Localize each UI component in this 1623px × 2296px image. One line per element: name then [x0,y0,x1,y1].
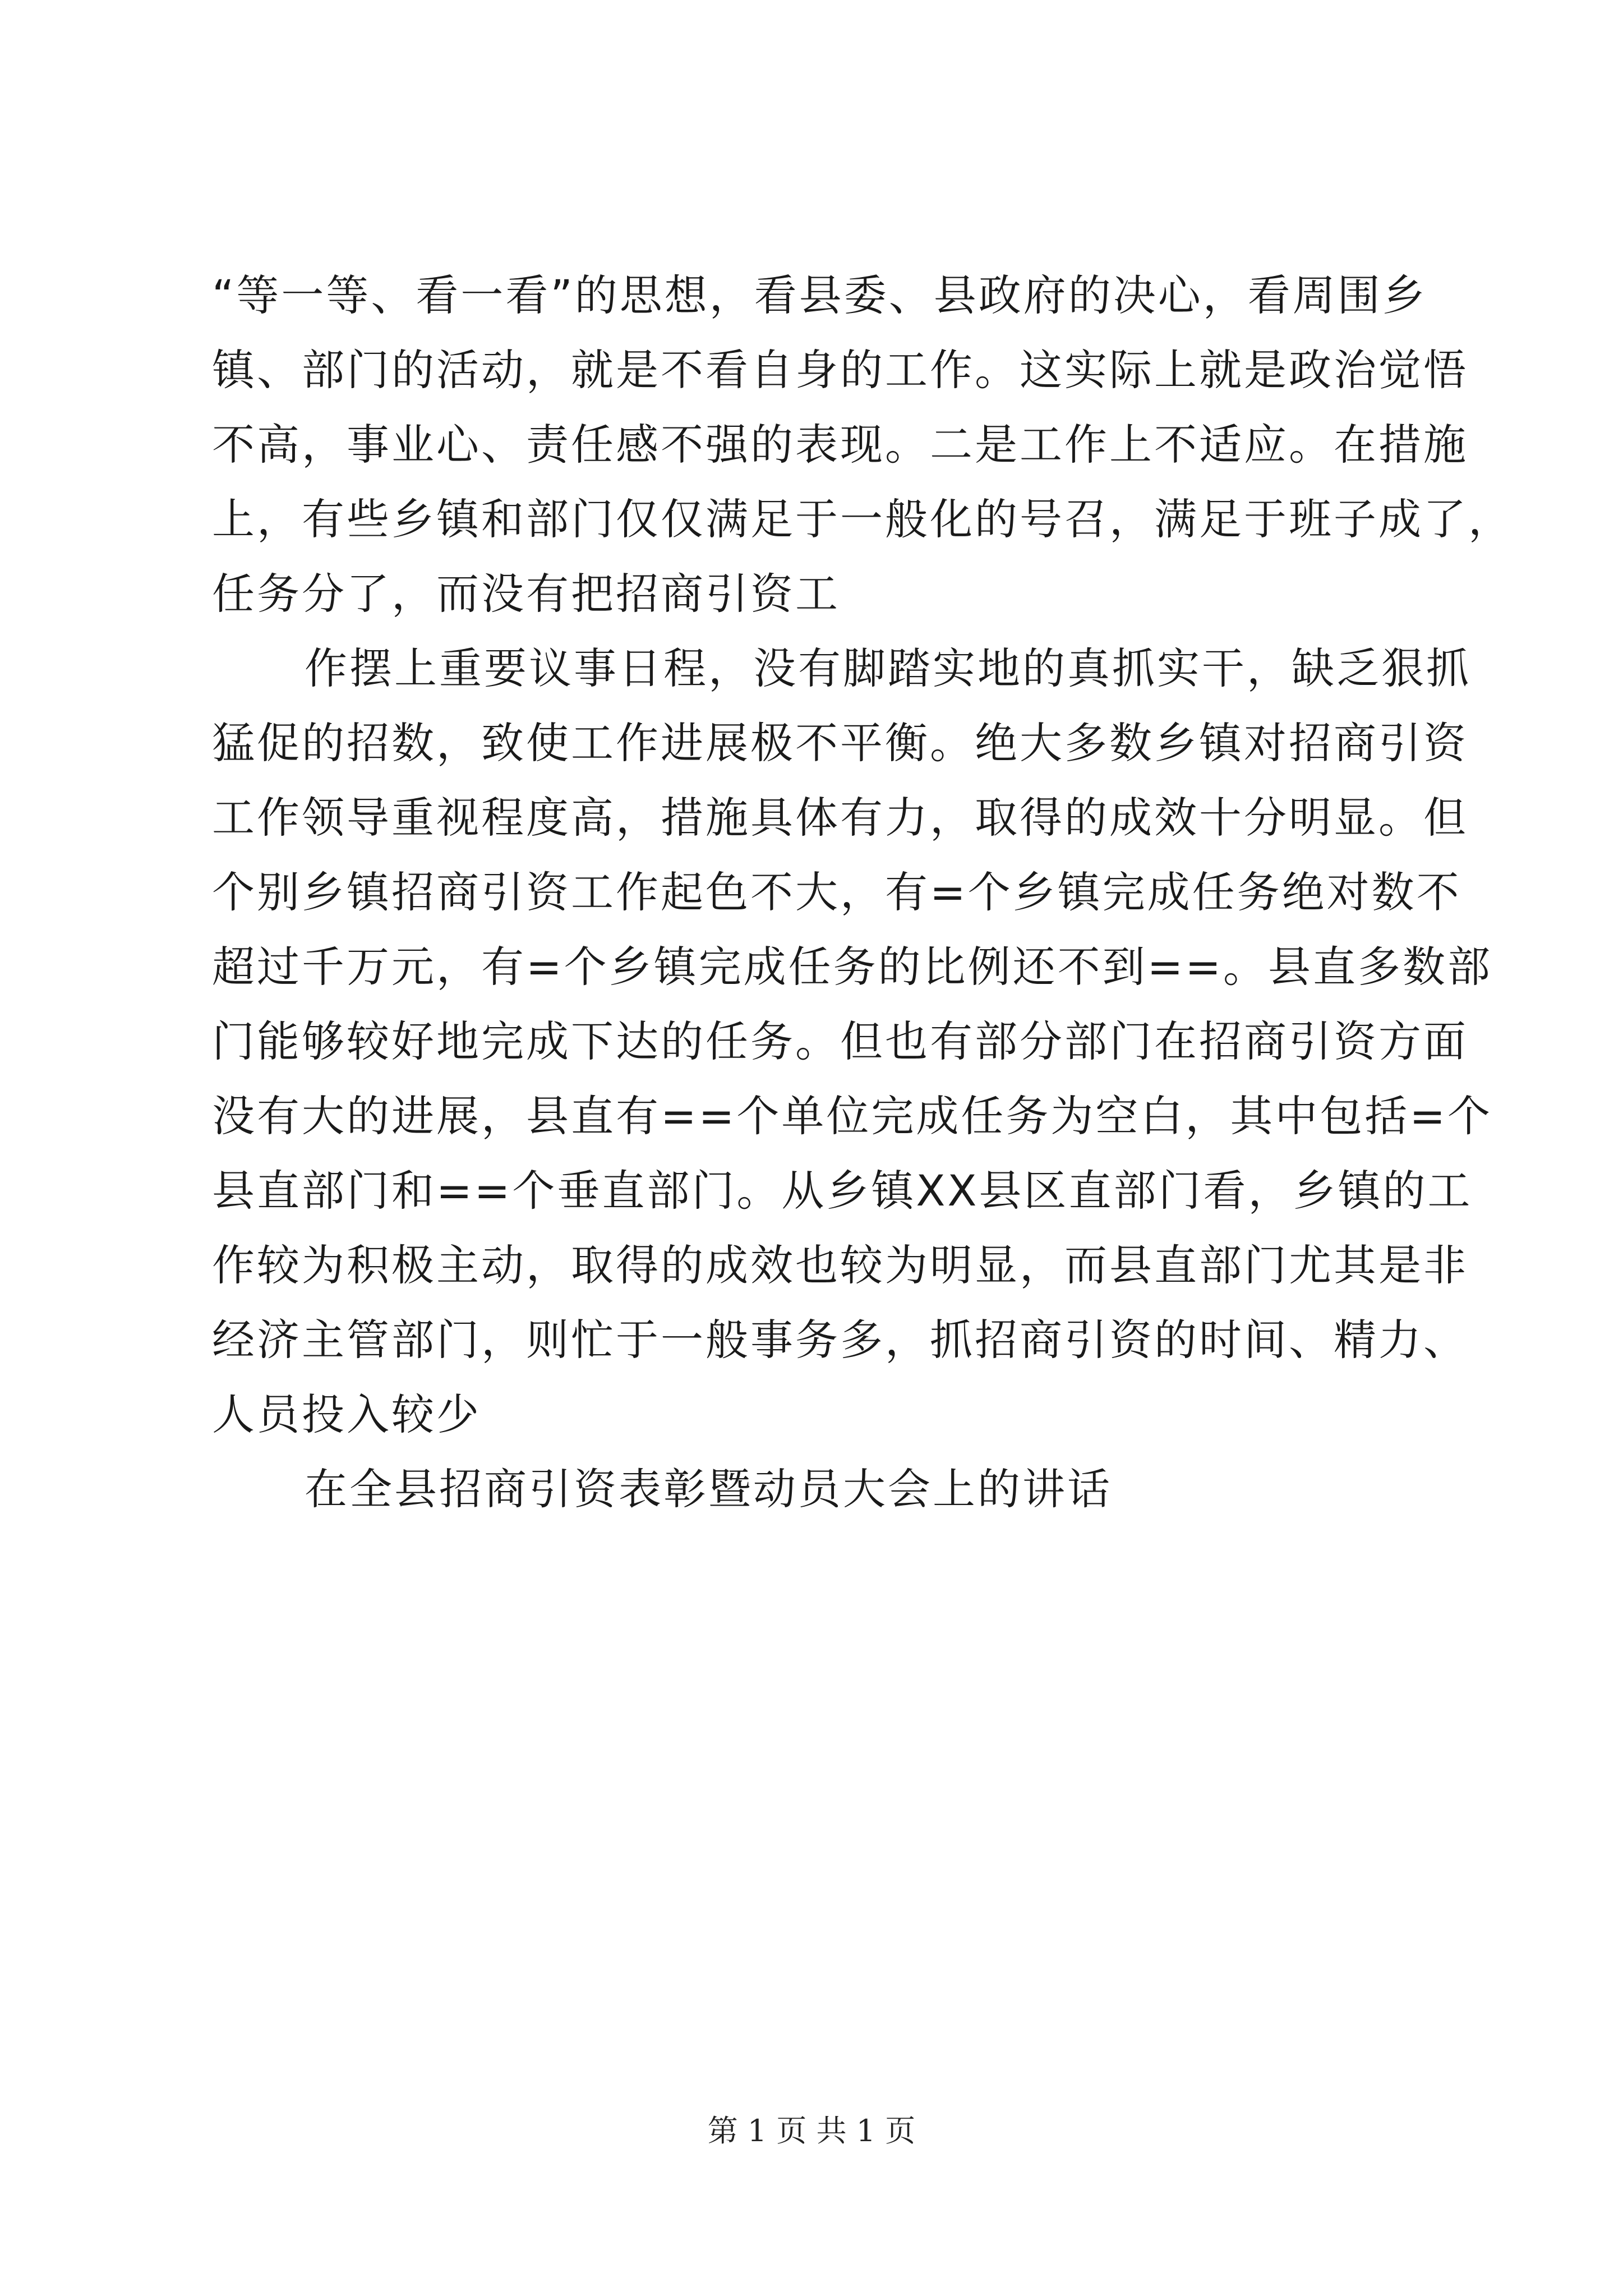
document-body [212,258,1513,1526]
text-line: 经济主管部门，则忙于一般事务多，抓招商引资的时间、精力、 [212,1315,1468,1365]
text-line: “等一等、看一看”的思想，看县委、县政府的决心，看周围乡 [212,270,1427,320]
speech-title-line: 在全县招商引资表彰暨动员大会上的讲话 [305,1464,1112,1514]
text-line: 上，有些乡镇和部门仅仅满足于一般化的号召，满足于班子成了， [212,494,1513,544]
text-line: 任务分了，而没有把招商引资工 [212,569,840,619]
text-line: 工作领导重视程度高，措施具体有力，取得的成效十分明显。但 [212,793,1468,843]
text-line: 超过千万元，有=个乡镇完成任务的比例还不到==。县直多数部 [212,942,1493,992]
text-line: 作较为积极主动，取得的成效也较为明显，而县直部门尤其是非 [212,1240,1468,1290]
page-footer [0,2111,1623,2151]
text-line: 人员投入较少 [212,1389,481,1439]
text-line: 不高，事业心、责任感不强的表现。二是工作上不适应。在措施 [212,420,1468,470]
text-line: 没有大的进展，县直有==个单位完成任务为空白，其中包括=个 [212,1091,1493,1141]
page-number: 第 1 页 共 1 页 [707,2113,916,2148]
text-line: 猛促的招数，致使工作进展极不平衡。绝大多数乡镇对招商引资 [212,718,1468,768]
text-line: 县直部门和==个垂直部门。从乡镇XX县区直部门看，乡镇的工 [212,1166,1473,1216]
text-line: 个别乡镇招商引资工作起色不大，有=个乡镇完成任务绝对数不 [212,867,1461,917]
text-line: 镇、部门的活动，就是不看自身的工作。这实际上就是政治觉悟 [212,345,1468,395]
text-line: 门能够较好地完成下达的任务。但也有部分部门在招商引资方面 [212,1016,1468,1066]
text-line-paragraph-start: 作摆上重要议事日程，没有脚踏实地的真抓实干，缺乏狠抓 [305,643,1471,693]
